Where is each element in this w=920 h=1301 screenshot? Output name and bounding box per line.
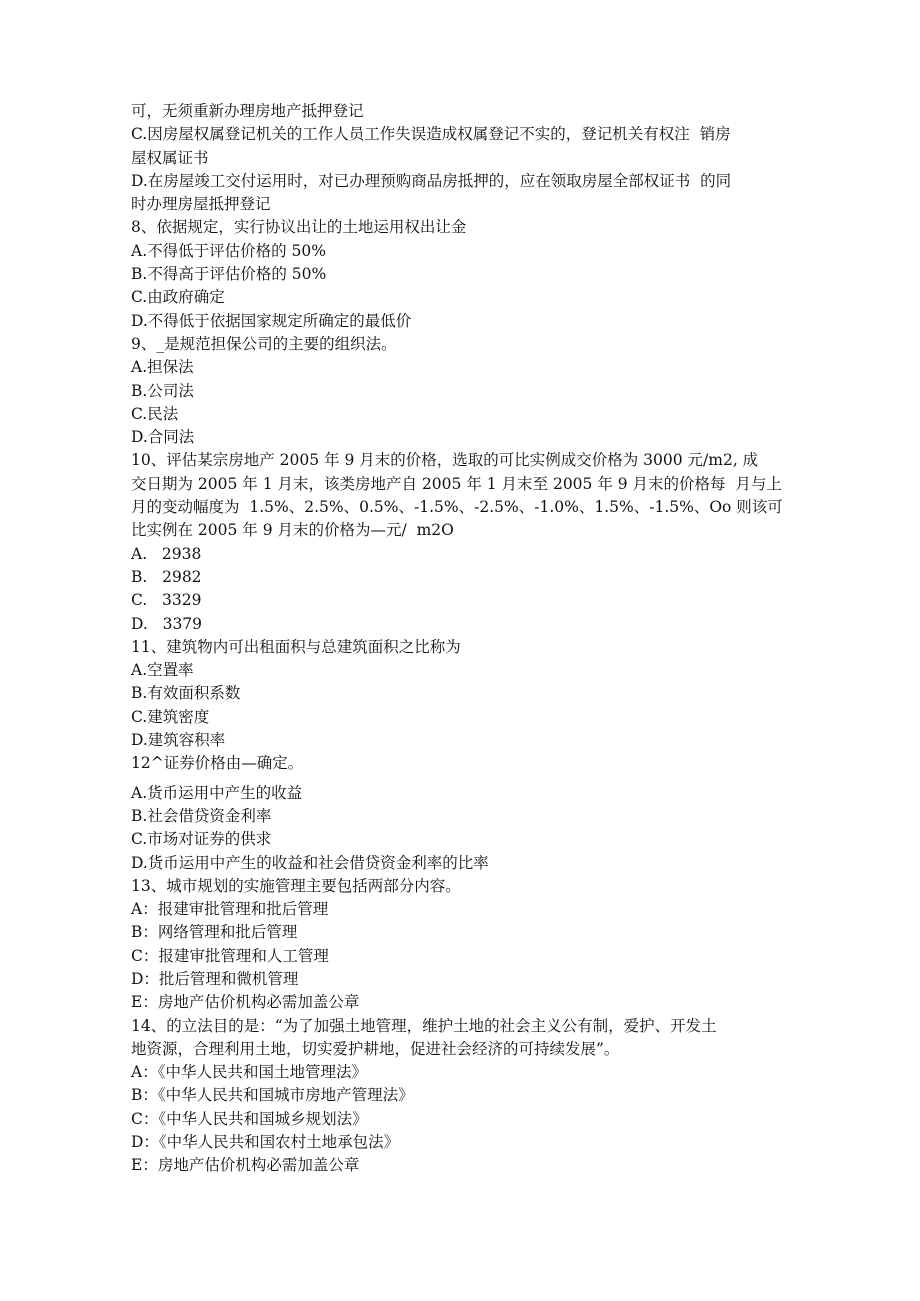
option-c: C：《中华人民共和国城乡规划法》 <box>131 1109 368 1128</box>
option-a: A. 2938 <box>131 544 202 563</box>
option-d: D. 3379 <box>131 614 203 633</box>
option-d: D：《中华人民共和国农村土地承包法》 <box>131 1133 400 1152</box>
question-10: 10、评估某宗房地产 2005 年 9 月末的价格，选取的可比实例成交价格为 3000 元/m2, 成 <box>131 451 759 470</box>
option-a: A：报建审批管理和批后管理 <box>131 900 329 919</box>
option-b: B.社会借贷资金利率 <box>131 806 272 825</box>
question-14-cont: 地资源，合理利用土地，切实爱护耕地，促进社会经济的可持续发展”。 <box>131 1039 620 1058</box>
option-b: B.不得高于评估价格的 50% <box>131 265 327 284</box>
option-b: B. 2982 <box>131 567 202 586</box>
option-c: C.由政府确定 <box>131 288 225 307</box>
question-10-cont: 比实例在 2005 年 9 月末的价格为—元/ m2O <box>131 521 454 540</box>
option-c: C.建筑密度 <box>131 707 210 726</box>
option-b: B.公司法 <box>131 381 194 400</box>
option-a: A.空置率 <box>131 661 194 680</box>
option-d-line: D.在房屋竣工交付运用时，对已办理预购商品房抵押的，应在领取房屋全部权证书 的同 <box>131 171 732 190</box>
option-e: E：房地产估价机构必需加盖公章 <box>131 1156 360 1175</box>
text-line: 可，无须重新办理房地产抵押登记 <box>131 102 364 120</box>
option-b: B：网络管理和批后管理 <box>131 923 298 942</box>
option-c: C. 3329 <box>131 591 202 610</box>
option-b: B：《中华人民共和国城市房地产管理法》 <box>131 1086 414 1105</box>
option-d: D.货币运用中产生的收益和社会借贷资金利率的比率 <box>131 853 489 872</box>
option-d: D.建筑容积率 <box>131 731 226 750</box>
option-d: D.合同法 <box>131 428 195 447</box>
option-c-line: C.因房屋权属登记机关的工作人员工作失误造成权属登记不实的，登记机关有权注 销房 <box>131 125 731 144</box>
question-11: 11、建筑物内可出租面积与总建筑面积之比称为 <box>131 637 461 656</box>
question-10-cont: 月的变动幅度为 1.5%、2.5%、0.5%、-1.5%、-2.5%、-1.0%、1.5%、-1.5%、Oo 则该可 <box>131 498 783 517</box>
option-a: A：《中华人民共和国土地管理法》 <box>131 1063 367 1082</box>
option-c: C.市场对证券的供求 <box>131 830 272 849</box>
option-e: E：房地产估价机构必需加盖公章 <box>131 993 360 1012</box>
option-a: A.不得低于评估价格的 50% <box>131 241 326 260</box>
question-12: 12^证券价格由—确定。 <box>131 754 304 773</box>
option-c: C：报建审批管理和人工管理 <box>131 946 329 965</box>
option-b: B.有效面积系数 <box>131 684 241 703</box>
question-8: 8、依据规定，实行协议出让的土地运用权出让金 <box>131 218 467 237</box>
text-line: 时办理房屋抵押登记 <box>131 195 271 214</box>
option-a: A.担保法 <box>131 358 194 377</box>
option-d: D.不得低于依据国家规定所确定的最低价 <box>131 311 412 330</box>
document-page <box>131 100 791 1178</box>
option-a: A.货币运用中产生的收益 <box>131 783 303 802</box>
question-10-cont: 交日期为 2005 年 1 月末，该类房地产自 2005 年 1 月末至 2005 年 9 月末的价格每 月与上 <box>131 474 782 493</box>
question-14: 14、的立法目的是：“为了加强土地管理，维护土地的社会主义公有制，爱护、开发土 <box>131 1016 717 1035</box>
option-d: D：批后管理和微机管理 <box>131 969 299 988</box>
question-13: 13、城市规划的实施管理主要包括两部分内容。 <box>131 876 461 895</box>
text-line: 屋权属证书 <box>131 148 209 167</box>
question-9: 9、_是规范担保公司的主要的组织法。 <box>131 334 397 353</box>
option-c: C.民法 <box>131 404 179 423</box>
